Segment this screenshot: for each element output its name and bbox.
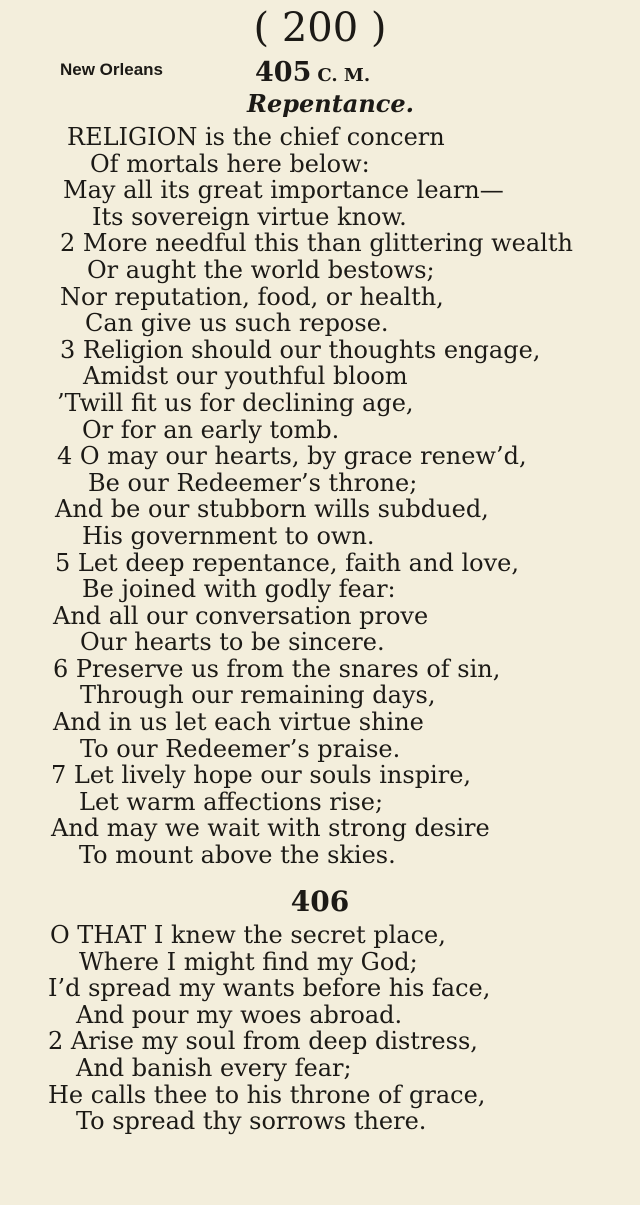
hymn-line: And in us let each virtue shine xyxy=(53,708,424,737)
hymn-line: His government to own. xyxy=(82,521,375,550)
hymn-line: 3 Religion should our thoughts engage, xyxy=(60,335,541,364)
hymn-line: 5 Let deep repentance, faith and love, xyxy=(55,548,519,577)
hymn-line: To spread thy sorrows there. xyxy=(76,1107,427,1136)
hymn-line: He calls thee to his throne of grace, xyxy=(48,1080,486,1109)
hymn-406-text xyxy=(0,922,640,1135)
hymn-line: RELIGION is the chief concern xyxy=(67,123,445,151)
hymn-line: O THAT I knew the secret place, xyxy=(50,921,446,949)
hymn-line: May all its great importance learn— xyxy=(63,176,504,205)
hymn-line: And may we wait with strong desire xyxy=(51,814,490,843)
hymn-meter: C. M. xyxy=(317,65,371,86)
hymn-subject: Repentance. xyxy=(247,89,415,118)
hymn-line: To our Redeemer’s praise. xyxy=(80,734,401,763)
hymn-line: Of mortals here below: xyxy=(90,149,370,178)
hymn-line: Or for an early tomb. xyxy=(82,415,340,444)
hymn-line: ’Twill fit us for declining age, xyxy=(57,388,414,417)
page-number: ( 200 ) xyxy=(253,5,387,51)
hymn-line: I’d spread my wants before his face, xyxy=(48,974,491,1003)
tune-name: New Orleans xyxy=(60,60,163,79)
hymn-line: Nor reputation, food, or health, xyxy=(60,282,444,311)
hymn-line: And banish every fear; xyxy=(76,1053,352,1082)
hymn-number: 405 xyxy=(255,57,312,88)
hymn-line: To mount above the skies. xyxy=(79,841,396,870)
hymn-line: Its sovereign virtue know. xyxy=(92,202,407,231)
hymn-line: Through our remaining days, xyxy=(80,681,436,710)
hymn-line: Or aught the world bestows; xyxy=(87,255,435,284)
hymn-line: 2 Arise my soul from deep distress, xyxy=(48,1027,478,1056)
hymn-line: 7 Let lively hope our souls inspire, xyxy=(51,761,472,790)
hymn-406-number: 406 xyxy=(290,885,350,918)
hymn-line: And pour my woes abroad. xyxy=(76,1000,403,1029)
hymn-line: Let warm affections rise; xyxy=(79,787,384,816)
hymn-line: Be joined with godly fear: xyxy=(82,575,396,604)
hymn-line: Our hearts to be sincere. xyxy=(80,628,385,657)
hymn-line: 6 Preserve us from the snares of sin, xyxy=(53,654,501,683)
hymn-line: Can give us such repose. xyxy=(85,309,389,338)
hymn-line: 4 O may our hearts, by grace renew’d, xyxy=(57,442,527,471)
hymn-line: Where I might find my God; xyxy=(79,947,418,976)
hymn-405-text xyxy=(0,124,640,869)
hymn-line: And all our conversation prove xyxy=(53,601,429,630)
hymn-line: Amidst our youthful bloom xyxy=(83,362,408,391)
hymn-line: Be our Redeemer’s throne; xyxy=(88,468,418,497)
hymn-line: And be our stubborn wills subdued, xyxy=(55,495,489,524)
hymn-line: 2 More needful this than glittering wealth xyxy=(60,229,573,258)
